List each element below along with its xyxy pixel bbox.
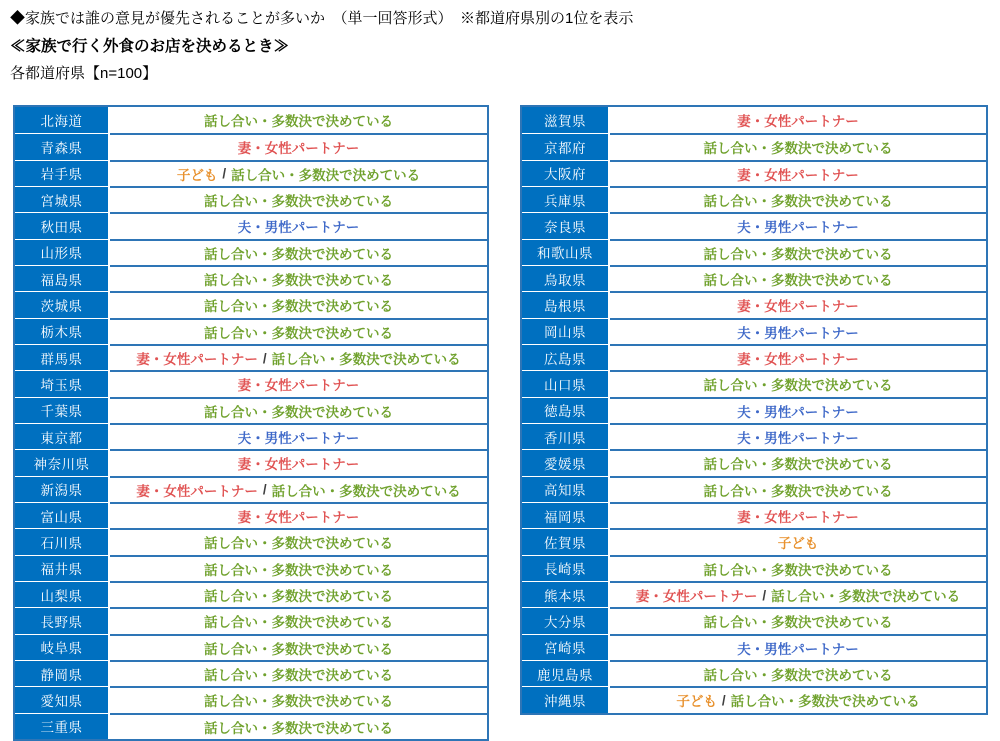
- top-answer-cell: [110, 686, 487, 712]
- prefecture-name: 秋田県: [15, 212, 110, 238]
- top-answer-cell: [610, 344, 986, 370]
- prefecture-name: 奈良県: [522, 212, 610, 238]
- top-answer-cell: [110, 318, 487, 344]
- prefecture-name: 高知県: [522, 476, 610, 502]
- answer-label-green: 話し合い・多数決で決めている: [703, 194, 893, 210]
- prefecture-name: 熊本県: [522, 581, 610, 607]
- prefecture-name: 島根県: [522, 291, 610, 317]
- answer-label-blue: 夫・男性パートナー: [737, 220, 859, 236]
- answer-label-green: 話し合い・多数決で決めている: [730, 694, 920, 710]
- answer-label-blue: 夫・男性パートナー: [737, 404, 859, 420]
- top-answer-cell: [110, 186, 487, 212]
- question-title: ◆家族では誰の意見が優先されることが多いか （単一回答形式） ※都道府県別の1位を表示: [10, 10, 634, 27]
- answer-label-green: 話し合い・多数決で決めている: [703, 273, 893, 289]
- answer-label-green: 話し合い・多数決で決めている: [703, 668, 893, 684]
- answer-label-green: 話し合い・多数決で決めている: [271, 483, 461, 499]
- top-answer-cell: [610, 212, 986, 238]
- top-answer-cell: [110, 133, 487, 159]
- prefecture-name: 富山県: [15, 502, 110, 528]
- answer-label-orange: 子ども: [777, 536, 819, 552]
- prefecture-name: 東京都: [15, 423, 110, 449]
- answer-label-red: 妻・女性パートナー: [737, 299, 859, 315]
- top-answer-cell: [610, 581, 986, 607]
- answer-label-green: 話し合い・多数決で決めている: [204, 668, 393, 684]
- top-answer-cell: [110, 476, 487, 502]
- answer-label-green: 話し合い・多数決で決めている: [771, 589, 961, 605]
- answer-label-green: 話し合い・多数決で決めている: [271, 352, 461, 368]
- answer-label-green: 話し合い・多数決で決めている: [204, 325, 393, 341]
- top-answer-cell: [610, 476, 986, 502]
- top-answer-cell: [110, 370, 487, 396]
- top-answer-cell: [610, 397, 986, 423]
- prefecture-name: 佐賀県: [522, 528, 610, 554]
- top-answer-cell: [110, 160, 487, 186]
- prefecture-name: 広島県: [522, 344, 610, 370]
- top-answer-cell: [610, 370, 986, 396]
- answer-label-green: 話し合い・多数決で決めている: [204, 536, 393, 552]
- top-answer-cell: [110, 344, 487, 370]
- prefecture-name: 長野県: [15, 607, 110, 633]
- top-answer-cell: [610, 660, 986, 686]
- answer-label-green: 話し合い・多数決で決めている: [703, 483, 893, 499]
- prefecture-name: 石川県: [15, 528, 110, 554]
- prefecture-name: 大分県: [522, 607, 610, 633]
- top-answer-cell: [110, 291, 487, 317]
- answer-label-orange: 子ども: [676, 694, 717, 710]
- answer-label-red: 妻・女性パートナー: [136, 483, 258, 499]
- answer-label-green: 話し合い・多数決で決めている: [231, 167, 421, 183]
- prefecture-name: 岡山県: [522, 318, 610, 344]
- answer-label-red: 妻・女性パートナー: [237, 457, 360, 473]
- answer-label-green: 話し合い・多数決で決めている: [703, 246, 893, 262]
- prefecture-name: 千葉県: [15, 397, 110, 423]
- answer-label-red: 妻・女性パートナー: [237, 141, 360, 157]
- answer-label-green: 話し合い・多数決で決めている: [204, 694, 393, 710]
- prefecture-name: 兵庫県: [522, 186, 610, 212]
- top-answer-cell: [110, 660, 487, 686]
- top-answer-cell: [110, 713, 487, 739]
- answer-label-green: 話し合い・多数決で決めている: [703, 615, 893, 631]
- prefecture-name: 宮崎県: [522, 634, 610, 660]
- prefecture-name: 青森県: [15, 133, 110, 159]
- answer-label-green: 話し合い・多数決で決めている: [204, 720, 393, 736]
- answer-label-orange: 子ども: [176, 167, 218, 183]
- answer-label-green: 話し合い・多数決で決めている: [204, 114, 393, 130]
- prefecture-name: 滋賀県: [522, 107, 610, 133]
- answer-label-green: 話し合い・多数決で決めている: [703, 141, 893, 157]
- prefecture-table-left: [13, 105, 489, 741]
- top-answer-cell: [110, 502, 487, 528]
- top-answer-cell: [610, 555, 986, 581]
- prefecture-name: 岩手県: [15, 160, 110, 186]
- answer-label-blue: 夫・男性パートナー: [237, 431, 360, 447]
- prefecture-name: 山口県: [522, 370, 610, 396]
- prefecture-name: 群馬県: [15, 344, 110, 370]
- answer-label-green: 話し合い・多数決で決めている: [703, 378, 893, 394]
- prefecture-name: 静岡県: [15, 660, 110, 686]
- answer-label-green: 話し合い・多数決で決めている: [204, 273, 393, 289]
- answer-label-blue: 夫・男性パートナー: [237, 220, 360, 236]
- top-answer-cell: [110, 607, 487, 633]
- prefecture-name: 宮城県: [15, 186, 110, 212]
- prefecture-name: 栃木県: [15, 318, 110, 344]
- sample-size-label: 各都道府県【n=100】: [10, 65, 158, 82]
- prefecture-name: 大阪府: [522, 160, 610, 186]
- answer-label-green: 話し合い・多数決で決めている: [204, 641, 393, 657]
- answer-label-blue: 夫・男性パートナー: [737, 641, 859, 657]
- top-answer-cell: [610, 160, 986, 186]
- scene-subtitle: ≪家族で行く外食のお店を決めるとき≫: [10, 38, 290, 55]
- prefecture-name: 山梨県: [15, 581, 110, 607]
- prefecture-name: 長崎県: [522, 555, 610, 581]
- answer-label-green: 話し合い・多数決で決めている: [703, 457, 893, 473]
- answer-label-green: 話し合い・多数決で決めている: [204, 246, 393, 262]
- tie-separator: /: [262, 482, 267, 498]
- tie-separator: /: [762, 587, 767, 603]
- prefecture-name: 愛媛県: [522, 449, 610, 475]
- answer-label-red: 妻・女性パートナー: [737, 352, 859, 368]
- top-answer-cell: [610, 449, 986, 475]
- top-answer-cell: [610, 239, 986, 265]
- answer-label-green: 話し合い・多数決で決めている: [204, 562, 393, 578]
- prefecture-name: 福井県: [15, 555, 110, 581]
- prefecture-name: 岐阜県: [15, 634, 110, 660]
- answer-label-green: 話し合い・多数決で決めている: [204, 404, 393, 420]
- top-answer-cell: [110, 265, 487, 291]
- tie-separator: /: [222, 166, 227, 182]
- top-answer-cell: [610, 133, 986, 159]
- top-answer-cell: [610, 634, 986, 660]
- answer-label-green: 話し合い・多数決で決めている: [204, 194, 393, 210]
- top-answer-cell: [110, 107, 487, 133]
- top-answer-cell: [110, 581, 487, 607]
- prefecture-name: 茨城県: [15, 291, 110, 317]
- answer-label-green: 話し合い・多数決で決めている: [204, 589, 393, 605]
- prefecture-name: 埼玉県: [15, 370, 110, 396]
- top-answer-cell: [610, 502, 986, 528]
- top-answer-cell: [610, 186, 986, 212]
- prefecture-name: 鳥取県: [522, 265, 610, 291]
- top-answer-cell: [610, 107, 986, 133]
- answer-label-red: 妻・女性パートナー: [737, 167, 859, 183]
- prefecture-table-right: [520, 105, 988, 715]
- answer-label-green: 話し合い・多数決で決めている: [703, 562, 893, 578]
- top-answer-cell: [110, 555, 487, 581]
- prefecture-name: 和歌山県: [522, 239, 610, 265]
- prefecture-name: 新潟県: [15, 476, 110, 502]
- prefecture-name: 北海道: [15, 107, 110, 133]
- prefecture-name: 福岡県: [522, 502, 610, 528]
- top-answer-cell: [610, 607, 986, 633]
- top-answer-cell: [110, 634, 487, 660]
- answer-label-red: 妻・女性パートナー: [237, 378, 360, 394]
- top-answer-cell: [610, 686, 986, 712]
- prefecture-name: 鹿児島県: [522, 660, 610, 686]
- answer-label-red: 妻・女性パートナー: [635, 589, 758, 605]
- prefecture-name: 山形県: [15, 239, 110, 265]
- answer-label-blue: 夫・男性パートナー: [737, 431, 859, 447]
- tie-separator: /: [262, 350, 267, 366]
- prefecture-name: 京都府: [522, 133, 610, 159]
- answer-label-green: 話し合い・多数決で決めている: [204, 299, 393, 315]
- prefecture-name: 神奈川県: [15, 449, 110, 475]
- top-answer-cell: [610, 265, 986, 291]
- answer-label-green: 話し合い・多数決で決めている: [204, 615, 393, 631]
- prefecture-name: 徳島県: [522, 397, 610, 423]
- prefecture-name: 三重県: [15, 713, 110, 739]
- top-answer-cell: [610, 318, 986, 344]
- top-answer-cell: [610, 423, 986, 449]
- answer-label-red: 妻・女性パートナー: [237, 510, 360, 526]
- prefecture-name: 香川県: [522, 423, 610, 449]
- top-answer-cell: [610, 291, 986, 317]
- top-answer-cell: [110, 449, 487, 475]
- answer-label-red: 妻・女性パートナー: [136, 352, 258, 368]
- top-answer-cell: [110, 423, 487, 449]
- top-answer-cell: [110, 397, 487, 423]
- prefecture-name: 愛知県: [15, 686, 110, 712]
- answer-label-red: 妻・女性パートナー: [737, 114, 859, 130]
- top-answer-cell: [110, 239, 487, 265]
- tie-separator: /: [721, 692, 726, 708]
- top-answer-cell: [110, 212, 487, 238]
- prefecture-name: 沖縄県: [522, 686, 610, 712]
- answer-label-blue: 夫・男性パートナー: [737, 325, 859, 341]
- answer-label-red: 妻・女性パートナー: [737, 510, 859, 526]
- top-answer-cell: [610, 528, 986, 554]
- prefecture-name: 福島県: [15, 265, 110, 291]
- top-answer-cell: [110, 528, 487, 554]
